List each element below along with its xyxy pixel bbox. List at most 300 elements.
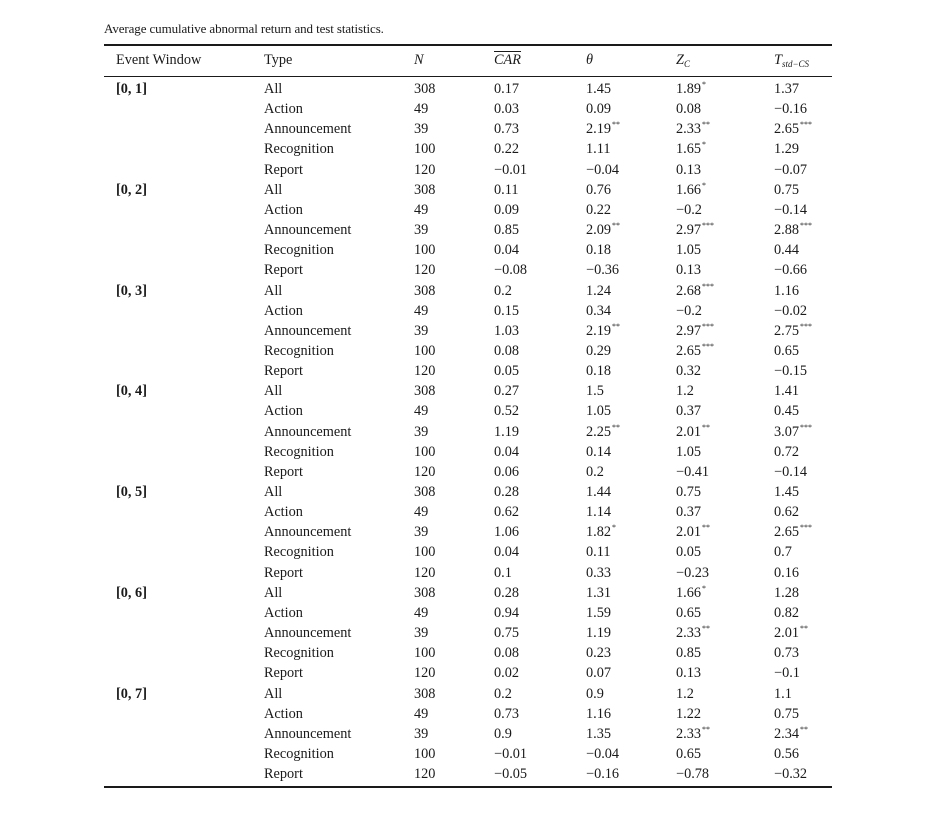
table-row — [104, 422, 832, 442]
cell-type-value: Announcement — [264, 322, 352, 339]
cell-zc — [676, 200, 703, 222]
cell-n — [414, 764, 435, 784]
cell-type — [264, 583, 282, 603]
cell-t-std-cs — [774, 99, 808, 121]
cell-t-std-cs — [774, 361, 808, 383]
cell-type — [264, 663, 303, 683]
cell-theta-value: 1.35 — [586, 725, 612, 742]
cell-n — [414, 482, 435, 502]
cell-t-std-cs — [774, 724, 808, 746]
cell-n-value: 100 — [414, 141, 436, 158]
cell-car — [494, 442, 519, 462]
cell-n-value: 39 — [414, 423, 429, 440]
significance-marker: ** — [612, 221, 621, 231]
cell-theta-value: 0.11 — [586, 544, 611, 561]
cell-theta-value: 0.76 — [586, 181, 612, 198]
cell-theta-value: 1.31 — [586, 584, 612, 601]
cell-zc — [676, 583, 706, 605]
table-row — [104, 684, 832, 704]
cell-type-value: Action — [264, 302, 303, 319]
cell-car-value: 0.73 — [494, 121, 520, 138]
cell-t-std-cs-value: −0.16 — [774, 101, 808, 118]
cell-n-value: 39 — [414, 222, 429, 239]
cell-car — [494, 200, 519, 220]
cell-type-value: Action — [264, 705, 303, 722]
cell-type — [264, 724, 351, 744]
cell-n-value: 120 — [414, 463, 436, 480]
cell-theta-value: 0.34 — [586, 302, 612, 319]
cell-n — [414, 281, 435, 301]
cell-type-value: All — [264, 383, 283, 400]
cell-car — [494, 422, 519, 442]
cell-theta — [586, 563, 612, 585]
cell-theta — [586, 401, 612, 423]
table-row — [104, 139, 832, 159]
cell-t-std-cs-value: −0.14 — [774, 201, 808, 218]
significance-marker: * — [702, 80, 707, 89]
cell-n — [414, 704, 428, 724]
cell-type — [264, 180, 282, 200]
cell-n-value: 308 — [414, 484, 436, 500]
cell-zc-value: 0.65 — [676, 604, 702, 621]
cell-zc — [676, 321, 714, 343]
cell-car — [494, 663, 519, 683]
cell-zc — [676, 442, 702, 464]
cell-zc-value: 1.05 — [676, 443, 702, 460]
cell-type-value: Recognition — [264, 242, 334, 259]
cell-t-std-cs — [774, 704, 800, 726]
table-row — [104, 341, 832, 361]
table-row — [104, 663, 832, 683]
cell-type — [264, 684, 282, 704]
cell-zc — [676, 160, 702, 182]
cell-zc-value: 0.85 — [676, 645, 702, 662]
cell-t-std-cs — [774, 603, 800, 625]
cell-type-value: Announcement — [264, 121, 352, 138]
table-row — [104, 764, 832, 784]
cell-zc — [676, 684, 695, 706]
cell-t-std-cs — [774, 79, 800, 101]
cell-car-value: 0.94 — [494, 604, 520, 621]
significance-marker: ** — [800, 624, 809, 634]
cell-theta — [586, 260, 620, 282]
cell-n-value: 120 — [414, 564, 436, 581]
cell-t-std-cs-value: 0.72 — [774, 443, 800, 460]
cell-type — [264, 200, 303, 220]
cell-t-std-cs-value: 1.1 — [774, 685, 792, 702]
cell-car — [494, 160, 527, 180]
cell-event-window — [116, 482, 147, 502]
cell-type-value: All — [264, 685, 283, 702]
cell-car-value: 0.85 — [494, 222, 520, 239]
header-zc — [676, 50, 690, 71]
cell-type-value: Recognition — [264, 645, 334, 662]
cell-zc-value: 2.65 — [676, 342, 702, 359]
cell-car — [494, 220, 519, 240]
significance-marker: *** — [702, 221, 715, 231]
cell-t-std-cs-value: 1.28 — [774, 584, 800, 601]
cell-theta-value: 0.33 — [586, 564, 612, 581]
cell-t-std-cs — [774, 220, 812, 242]
cell-n — [414, 79, 435, 99]
cell-car-value: 0.05 — [494, 363, 520, 380]
cell-car — [494, 563, 512, 583]
cell-car — [494, 139, 519, 159]
cell-type — [264, 361, 303, 381]
cell-zc-value: 1.89 — [676, 81, 702, 97]
cell-theta-value: 1.11 — [586, 141, 611, 158]
cell-zc — [676, 663, 702, 685]
significance-marker: *** — [800, 422, 813, 432]
cell-t-std-cs — [774, 160, 808, 182]
cell-zc-value: 2.33 — [676, 625, 702, 642]
cell-zc-value: 0.75 — [676, 484, 702, 500]
table-row — [104, 502, 832, 522]
cell-zc — [676, 281, 714, 303]
cell-t-std-cs-value: 0.7 — [774, 544, 792, 561]
cell-zc-value: 1.66 — [676, 584, 702, 601]
cell-theta — [586, 724, 612, 746]
cell-zc-value: 0.08 — [676, 101, 702, 118]
cell-car — [494, 240, 519, 260]
header-t — [774, 50, 809, 71]
header-type: Type — [264, 52, 293, 68]
cell-car — [494, 583, 519, 603]
cell-t-std-cs — [774, 764, 808, 786]
cell-zc-value: 2.97 — [676, 222, 702, 239]
cell-t-std-cs — [774, 139, 800, 161]
cell-t-std-cs-value: 2.65 — [774, 524, 800, 541]
cell-theta-value: 1.5 — [586, 383, 604, 400]
cell-type — [264, 139, 334, 159]
cell-type — [264, 764, 303, 784]
cell-event-window-value: [0, 1] — [116, 81, 147, 97]
cell-car — [494, 361, 519, 381]
cell-car-value: 0.62 — [494, 504, 520, 521]
cell-zc — [676, 462, 710, 484]
significance-marker: ** — [702, 624, 711, 634]
cell-type — [264, 321, 351, 341]
cell-type — [264, 240, 334, 260]
cell-theta — [586, 603, 612, 625]
cell-zc-value: −0.41 — [676, 463, 710, 480]
cell-zc — [676, 744, 702, 766]
cell-n-value: 100 — [414, 342, 436, 359]
cell-type — [264, 99, 303, 119]
cell-n — [414, 220, 428, 240]
cell-zc — [676, 724, 710, 746]
cell-type-value: Recognition — [264, 443, 334, 460]
cell-type — [264, 522, 351, 542]
cell-type-value: All — [264, 584, 283, 601]
cell-n-value: 308 — [414, 685, 436, 702]
cell-theta-value: 0.29 — [586, 342, 612, 359]
cell-type — [264, 260, 303, 280]
cell-zc — [676, 704, 702, 726]
cell-theta — [586, 281, 612, 303]
table-row — [104, 119, 832, 139]
cell-t-std-cs-value: 2.88 — [774, 222, 800, 239]
cell-theta-value: 2.09 — [586, 222, 612, 239]
cell-zc — [676, 119, 710, 141]
table-row — [104, 542, 832, 562]
cell-zc-value: 0.37 — [676, 504, 702, 521]
significance-marker: *** — [702, 321, 715, 331]
cell-t-std-cs — [774, 281, 800, 303]
cell-n-value: 39 — [414, 322, 429, 339]
cell-zc — [676, 422, 710, 444]
cell-n — [414, 724, 428, 744]
cell-n-value: 100 — [414, 544, 436, 561]
cell-n-value: 39 — [414, 121, 429, 138]
table-row — [104, 704, 832, 724]
cell-t-std-cs-value: 0.45 — [774, 403, 800, 420]
cell-theta-value: 0.23 — [586, 645, 612, 662]
cell-theta-value: −0.16 — [586, 766, 620, 783]
cell-n — [414, 381, 435, 401]
header-theta: θ — [586, 52, 594, 68]
cell-t-std-cs-value: 1.16 — [774, 282, 800, 299]
cell-type-value: Report — [264, 161, 303, 178]
cell-theta — [586, 502, 612, 524]
cell-n-value: 100 — [414, 645, 436, 662]
cell-type-value: Recognition — [264, 745, 334, 762]
table-row — [104, 79, 832, 99]
cell-car — [494, 603, 519, 623]
cell-zc — [676, 381, 695, 403]
cell-type — [264, 462, 303, 482]
cell-t-std-cs-value: 1.45 — [774, 484, 800, 500]
cell-t-std-cs — [774, 643, 800, 665]
cell-car-value: 0.08 — [494, 645, 520, 662]
cell-theta-value: 0.18 — [586, 363, 612, 380]
cell-zc — [676, 260, 702, 282]
cell-car-value: 1.03 — [494, 322, 520, 339]
table-row — [104, 482, 832, 502]
cell-car-value: 0.04 — [494, 242, 520, 259]
table-row — [104, 281, 832, 301]
cell-n-value: 308 — [414, 81, 436, 97]
cell-theta — [586, 341, 612, 363]
table-row — [104, 381, 832, 401]
cell-type — [264, 119, 351, 139]
cell-t-std-cs-value: 0.73 — [774, 645, 800, 662]
cell-t-std-cs — [774, 260, 808, 282]
cell-event-window-value: [0, 3] — [116, 282, 147, 299]
cell-type-value: Announcement — [264, 524, 352, 541]
cell-zc-value: 0.13 — [676, 161, 702, 178]
cell-car — [494, 79, 519, 99]
cell-type — [264, 563, 303, 583]
significance-marker: *** — [800, 120, 813, 130]
cell-theta — [586, 200, 612, 222]
cell-n — [414, 180, 435, 200]
cell-type — [264, 341, 334, 361]
cell-zc-value: 2.33 — [676, 121, 702, 138]
significance-marker: ** — [702, 724, 711, 734]
cell-t-std-cs-value: 2.01 — [774, 625, 800, 642]
header-zc-main: Z — [676, 52, 684, 68]
cell-theta-value: 1.24 — [586, 282, 612, 299]
cell-t-std-cs — [774, 744, 800, 766]
cell-t-std-cs-value: 0.75 — [774, 181, 800, 198]
cell-theta-value: 2.25 — [586, 423, 612, 440]
header-event-window: Event Window — [116, 52, 202, 68]
significance-marker: * — [612, 523, 617, 533]
cell-car — [494, 180, 519, 200]
cell-zc-value: 1.2 — [676, 685, 694, 702]
table-row — [104, 744, 832, 764]
cell-type-value: All — [264, 181, 283, 198]
cell-t-std-cs — [774, 321, 812, 343]
cell-zc-value: 0.05 — [676, 544, 702, 561]
cell-zc — [676, 301, 703, 323]
cell-t-std-cs — [774, 341, 800, 363]
cell-t-std-cs — [774, 623, 808, 645]
cell-type — [264, 401, 303, 421]
cell-car-value: 0.75 — [494, 625, 520, 642]
cell-car-value: −0.08 — [494, 262, 528, 279]
table-row — [104, 321, 832, 341]
significance-marker: *** — [800, 321, 813, 331]
cell-theta-value: 1.45 — [586, 81, 612, 97]
table-row — [104, 220, 832, 240]
cell-car-value: 0.08 — [494, 342, 520, 359]
cell-t-std-cs-value: 0.62 — [774, 504, 800, 521]
cell-t-std-cs-value: 0.82 — [774, 604, 800, 621]
cell-theta-value: 1.19 — [586, 625, 612, 642]
cell-zc — [676, 542, 702, 564]
cell-zc — [676, 139, 706, 161]
cell-t-std-cs-value: 1.29 — [774, 141, 800, 158]
cell-event-window — [116, 381, 147, 401]
cell-n — [414, 744, 435, 764]
cell-t-std-cs — [774, 663, 801, 685]
cell-type — [264, 301, 303, 321]
header-t-main: T — [774, 52, 782, 68]
cell-t-std-cs-value: 2.65 — [774, 121, 800, 138]
cell-type — [264, 623, 351, 643]
table-header — [104, 50, 832, 72]
cell-theta — [586, 744, 620, 766]
cell-n — [414, 341, 435, 361]
cell-event-window-value: [0, 6] — [116, 584, 147, 601]
cell-car — [494, 281, 512, 301]
cell-theta-value: 1.82 — [586, 524, 612, 541]
cell-n — [414, 563, 435, 583]
cell-theta — [586, 623, 612, 645]
cell-theta — [586, 79, 612, 101]
cell-t-std-cs — [774, 522, 812, 544]
cell-t-std-cs — [774, 381, 800, 403]
cell-theta — [586, 482, 612, 504]
cell-type-value: Action — [264, 101, 303, 118]
cell-t-std-cs — [774, 563, 800, 585]
cell-car-value: 0.17 — [494, 81, 520, 97]
cell-zc-value: −0.78 — [676, 766, 710, 783]
cell-n-value: 120 — [414, 766, 436, 783]
cell-n — [414, 522, 428, 542]
cell-type-value: Action — [264, 403, 303, 420]
cell-n-value: 49 — [414, 403, 429, 420]
significance-marker: ** — [612, 120, 621, 130]
cell-theta — [586, 240, 612, 262]
cell-t-std-cs — [774, 462, 808, 484]
cell-t-std-cs — [774, 502, 800, 524]
cell-n — [414, 663, 435, 683]
top-rule — [104, 44, 832, 46]
cell-n-value: 49 — [414, 604, 429, 621]
cell-zc — [676, 99, 702, 121]
cell-t-std-cs-value: −0.02 — [774, 302, 808, 319]
table-row — [104, 160, 832, 180]
cell-event-window-value: [0, 4] — [116, 383, 147, 400]
cell-car — [494, 522, 519, 542]
cell-type — [264, 643, 334, 663]
cell-car — [494, 482, 519, 502]
cell-zc-value: −0.23 — [676, 564, 710, 581]
cell-t-std-cs-value: −0.66 — [774, 262, 808, 279]
cell-type — [264, 744, 334, 764]
significance-marker: *** — [702, 341, 715, 351]
table-row — [104, 724, 832, 744]
table-caption: Average cumulative abnormal return and test statistics. — [104, 21, 384, 36]
cell-car — [494, 542, 519, 562]
header-n: N — [414, 52, 424, 68]
cell-zc-value: −0.2 — [676, 201, 702, 218]
cell-type — [264, 160, 303, 180]
cell-zc — [676, 240, 702, 262]
cell-car-value: 0.73 — [494, 705, 520, 722]
table-row — [104, 361, 832, 381]
table-row — [104, 180, 832, 200]
cell-t-std-cs — [774, 240, 800, 262]
cell-car — [494, 260, 527, 280]
cell-car-value: 0.2 — [494, 685, 512, 702]
cell-type-value: Recognition — [264, 141, 334, 158]
cell-theta — [586, 542, 612, 564]
cell-t-std-cs — [774, 684, 793, 706]
cell-theta-value: 2.19 — [586, 322, 612, 339]
cell-type-value: Announcement — [264, 222, 352, 239]
cell-car-value: 0.04 — [494, 544, 520, 561]
cell-type — [264, 502, 303, 522]
cell-t-std-cs — [774, 301, 808, 323]
cell-type — [264, 704, 303, 724]
significance-marker: ** — [612, 321, 621, 331]
cell-type — [264, 281, 282, 301]
cell-car-value: 0.02 — [494, 665, 520, 682]
cell-n-value: 100 — [414, 242, 436, 259]
cell-event-window-value: [0, 2] — [116, 181, 147, 198]
cell-theta-value: 0.18 — [586, 242, 612, 259]
cell-n — [414, 583, 435, 603]
cell-zc-value: 1.65 — [676, 141, 702, 158]
header-rule — [104, 76, 832, 77]
cell-type — [264, 79, 282, 99]
cell-n-value: 49 — [414, 705, 429, 722]
cell-n-value: 49 — [414, 201, 429, 218]
cell-theta-value: 1.16 — [586, 705, 612, 722]
header-zc-sub: C — [683, 59, 690, 69]
cell-type-value: Recognition — [264, 544, 334, 561]
cell-zc — [676, 220, 714, 242]
cell-theta-value: 0.14 — [586, 443, 612, 460]
cell-car — [494, 502, 519, 522]
significance-marker: * — [702, 583, 707, 593]
cell-zc-value: 1.2 — [676, 383, 694, 400]
cell-car — [494, 381, 519, 401]
